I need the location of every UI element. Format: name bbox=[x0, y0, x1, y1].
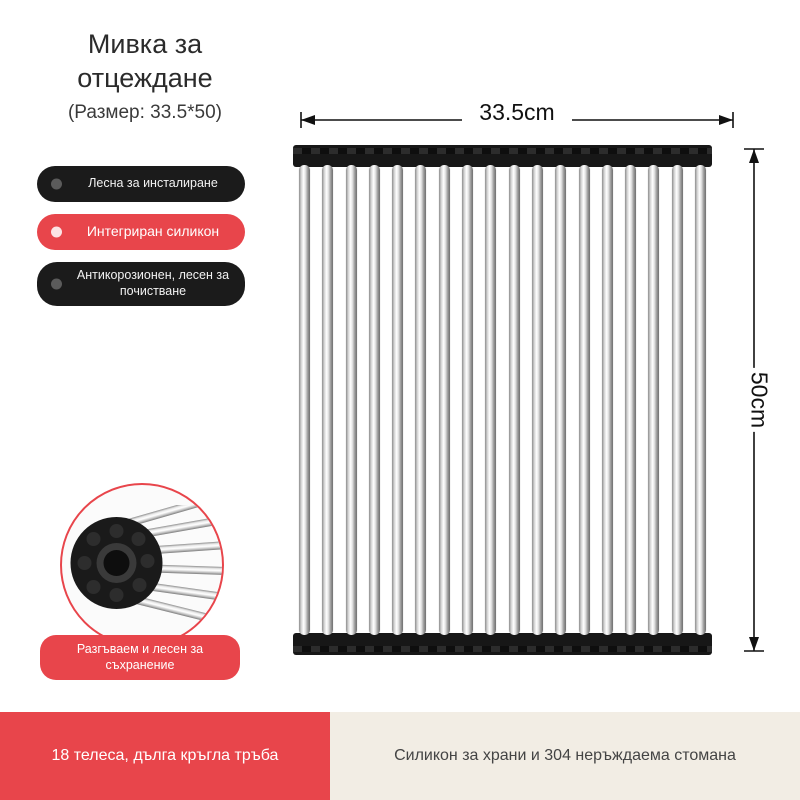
rack-rod bbox=[322, 165, 333, 635]
rack-rod bbox=[392, 165, 403, 635]
rack-rod bbox=[509, 165, 520, 635]
bullet-icon bbox=[51, 179, 62, 190]
rack-rod bbox=[672, 165, 683, 635]
feature-pill-silicone bbox=[37, 214, 245, 250]
highlight-circle bbox=[60, 483, 224, 647]
dimension-width-label: 33.5cm bbox=[462, 99, 572, 126]
rack-rod bbox=[602, 165, 613, 635]
dimension-height bbox=[740, 145, 773, 655]
highlight-caption: Разгъваем и лесен за съхранение bbox=[40, 635, 240, 680]
feature-pill-label: Лесна за инсталиране bbox=[88, 176, 218, 191]
rack-rod bbox=[299, 165, 310, 635]
dimension-width bbox=[297, 99, 737, 130]
rolled-rack-icon bbox=[60, 505, 224, 625]
rack-rod bbox=[462, 165, 473, 635]
rack-rod bbox=[439, 165, 450, 635]
rack-rods bbox=[293, 165, 712, 635]
rack-rod bbox=[625, 165, 636, 635]
rack-rod bbox=[485, 165, 496, 635]
rack-rod bbox=[346, 165, 357, 635]
bullet-icon bbox=[51, 227, 62, 238]
feature-pill-label: Антикорозионен, лесен за почистване bbox=[76, 268, 230, 298]
banner-right-label: Силикон за храни и 304 неръждаема стомана bbox=[394, 747, 736, 765]
rack-bottom-bar bbox=[293, 633, 712, 655]
feature-pill-label: Интегриран силикон bbox=[86, 223, 220, 240]
feature-pill-install bbox=[37, 166, 245, 202]
title-block bbox=[30, 28, 260, 124]
product-image-rack bbox=[293, 145, 712, 655]
rack-rod bbox=[579, 165, 590, 635]
banner-left-label: 18 телеса, дълга кръгла тръба bbox=[51, 747, 279, 764]
page-title: Мивка за отцеждане bbox=[77, 29, 213, 93]
rack-rod bbox=[648, 165, 659, 635]
rack-rod bbox=[532, 165, 543, 635]
dimension-height-label: 50cm bbox=[744, 368, 775, 432]
banner-right bbox=[330, 712, 800, 800]
rack-rod bbox=[415, 165, 426, 635]
rack-top-bar bbox=[293, 145, 712, 167]
banner-left bbox=[0, 712, 330, 800]
product-size-label: (Размер: 33.5*50) bbox=[67, 101, 223, 123]
feature-pill-anticorrosion bbox=[37, 262, 245, 306]
highlight-block bbox=[40, 483, 240, 683]
rack-rod bbox=[555, 165, 566, 635]
rack-rod bbox=[369, 165, 380, 635]
bullet-icon bbox=[51, 279, 62, 290]
rack-rod bbox=[695, 165, 706, 635]
